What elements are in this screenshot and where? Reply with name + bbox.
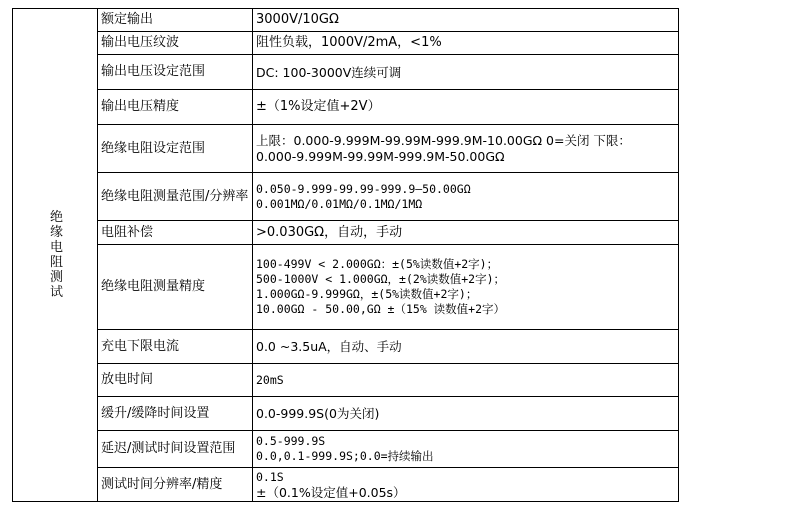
value-line: 500-1000V < 1.000GΩ，±(2%读数值+2字)； (256, 272, 506, 286)
row-value (253, 32, 679, 55)
value-line: 10.00GΩ - 50.00,GΩ ±（15% 读数值+2字） (256, 302, 506, 316)
value-line: 20mS (256, 372, 284, 387)
table-row (13, 32, 679, 55)
value-line: 1.000GΩ-9.999GΩ，±(5%读数值+2字)； (256, 287, 478, 301)
row-label: 延迟/测试时间设置范围 (98, 431, 253, 468)
category-label: 绝缘电阻测试 (49, 209, 63, 300)
table-row (13, 468, 679, 502)
row-label: 绝缘电阻测量精度 (98, 245, 253, 330)
value-line: ±（0.1%设定值+0.05s） (256, 484, 406, 500)
table-row (13, 125, 679, 173)
row-value (253, 90, 679, 125)
table-row (13, 90, 679, 125)
row-value (253, 9, 679, 32)
row-label: 额定输出 (98, 9, 253, 32)
row-label: 电阻补偿 (98, 221, 253, 245)
value-line: 3000V/10GΩ (256, 12, 339, 27)
category-cell (13, 9, 98, 502)
table-row (13, 364, 679, 397)
value-line: 0.000-9.999M-99.99M-999.9M-50.00GΩ (256, 148, 505, 164)
table-row (13, 55, 679, 90)
row-label: 输出电压精度 (98, 90, 253, 125)
table-row (13, 397, 679, 431)
value-line: 0.1S (256, 469, 284, 484)
row-label: 绝缘电阻设定范围 (98, 125, 253, 173)
table-row (13, 173, 679, 221)
row-label: 绝缘电阻测量范围/分辨率 (98, 173, 253, 221)
row-value (253, 431, 679, 468)
value-line: 上限：0.000-9.999M-99.99M-999.9M-10.00GΩ 0=关闭 下限： (256, 132, 631, 148)
row-label: 放电时间 (98, 364, 253, 397)
value-line: 0.0,0.1-999.9S;0.0=持续输出 (256, 449, 434, 463)
value-line: ±（1%设定值+2V） (256, 99, 381, 114)
row-label: 输出电压纹波 (98, 32, 253, 55)
value-line: >0.030GΩ，自动，手动 (256, 224, 403, 240)
row-label: 缓升/缓降时间设置 (98, 397, 253, 431)
value-line: 100-499V < 2.000GΩ：±(5%读数值+2字)； (256, 257, 499, 271)
value-line: 0.0-999.9S(0为关闭) (256, 406, 380, 421)
row-value (253, 468, 679, 502)
value-line: 0.050-9.999-99.99-999.9—50.00GΩ (256, 181, 471, 196)
row-label: 充电下限电流 (98, 330, 253, 364)
row-label: 测试时间分辨率/精度 (98, 468, 253, 502)
row-value (253, 55, 679, 90)
table-row (13, 245, 679, 330)
row-value (253, 364, 679, 397)
row-value (253, 397, 679, 431)
row-value (253, 245, 679, 330)
table-row (13, 431, 679, 468)
row-value (253, 125, 679, 173)
table-row (13, 221, 679, 245)
value-line: 0.5-999.9S (256, 434, 326, 448)
row-value (253, 173, 679, 221)
table-row (13, 330, 679, 364)
value-line: 0.001MΩ/0.01MΩ/0.1MΩ/1MΩ (256, 196, 423, 211)
spec-table (12, 8, 679, 502)
row-value (253, 221, 679, 245)
row-label: 输出电压设定范围 (98, 55, 253, 90)
row-value (253, 330, 679, 364)
value-line: DC: 100-3000V连续可调 (256, 64, 402, 80)
value-line: 阻性负载，1000V/2mA，<1% (256, 35, 442, 50)
table-row (13, 9, 679, 32)
value-line: 0.0 ~3.5uA，自动、手动 (256, 339, 402, 354)
